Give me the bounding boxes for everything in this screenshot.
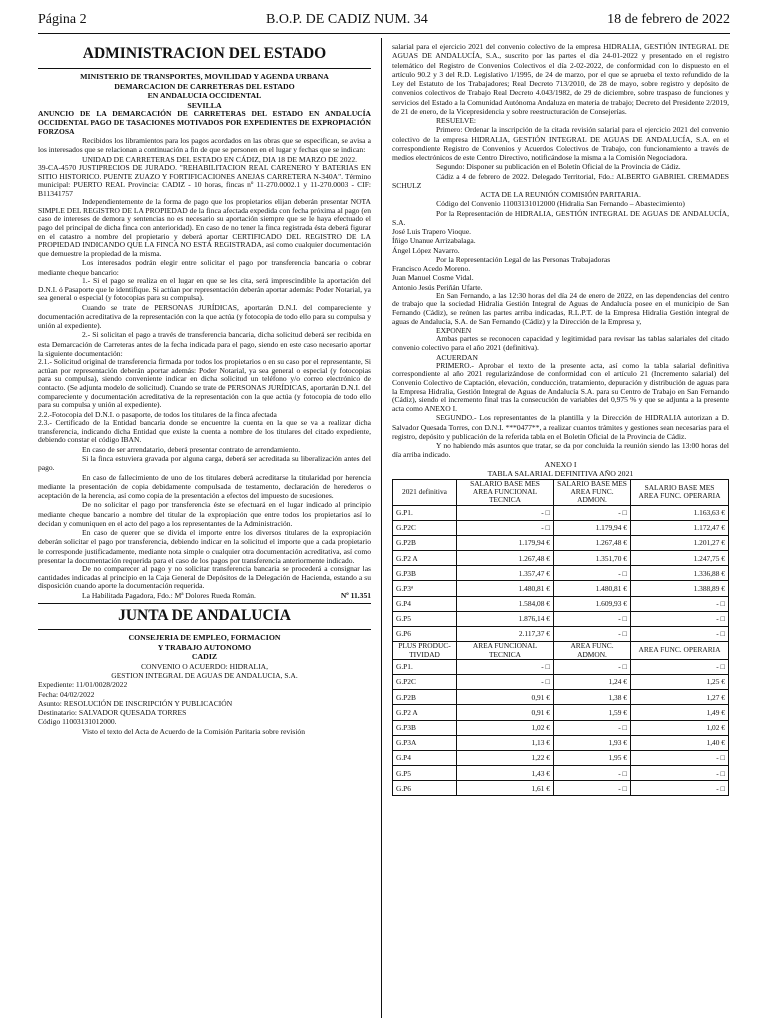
paragraph: Primero: Ordenar la inscripción de la citada revisión salarial para el ejercicio 2021 del convenio colectivo de la empresa HIDRALIA, GESTIÓN INTEGRAL DE AGUAS DE ANDALUCÍA, S.A. en el correspondiente Registro de Convenios y Acuerdos Colectivos de Trabajo, con funcionamiento a través de medios electrónicos de este Centro Directivo, notificándose la misma a la Comisión Negociadora. [392,125,729,162]
value-cell: 1,25 € [631,674,729,689]
name-line: Antonio Jesús Periñán Ufarte. [392,282,483,292]
value-cell: - □ [554,627,631,642]
ministry-line: SEVILLA [187,100,222,110]
value-cell: 1,40 € [631,735,729,750]
table-header-cell: SALARIO BASE MES AREA FUNC. ADMON. [554,479,631,505]
value-cell: 1,93 € [554,735,631,750]
name-line: Íñigo Unanue Arrizabalaga. [392,236,476,246]
left-column [38,40,371,736]
value-cell: - □ [457,674,554,689]
paragraph: Cádiz a 4 de febrero de 2022. Delegado Territorial, Fdo.: ALBERTO GABRIEL CREMADES SCHULZ [392,171,729,190]
value-cell: - □ [457,659,554,674]
paragraph: En caso de fallecimiento de uno de los titulares deberá acreditarse la titularidad por herencia mediante la presentación de copia debidamente compulsada de testamento, declaración de herederos o aceptación de la herencia, así como copia de la presentación a efectos del impuesto de sucesiones. [38,472,371,501]
group-cell: G.P2 A [393,551,457,566]
paragraph: En caso de ser arrendatario, deberá presentar contrato de arrendamiento. [82,444,301,454]
consejeria-line: CONSEJERIA DE EMPLEO, FORMACION [128,633,281,643]
value-cell: 1,22 € [457,750,554,765]
paragraph: 2.1.- Solicitud original de transferencia firmada por todos los propietarios o en su caso por el representante, Si actúan por representación deberán aportar además: Poder Notarial, ya sea general o especial (y fotocopias para su compulsa), siendo conveniente indicar en dicha solicitud un teléfono y/o correo electrónico de contacto. (Se adjunta modelo de solicitud). Cuando se trate de PERSONAS JURÍDICAS, aportarán D.N.I. del compareciente y documentación acreditativa de la representación con la que actúa (y fotocopia de todo ello para su compulsa y unión al expediente). [38,357,371,410]
table-row [393,659,729,674]
value-cell: - □ [554,781,631,796]
table-row [393,566,729,581]
table-row [393,596,729,611]
acuerdan-label: ACUERDAN [436,352,478,362]
section-rule [38,603,371,604]
table-row [393,720,729,735]
value-cell: - □ [457,520,554,535]
table-header-cell: SALARIO BASE MES AREA FUNCIONAL TECNICA [457,479,554,505]
destinatario: Destinatario: SALVADOR QUESADA TORRES [38,708,187,718]
table-row [393,674,729,689]
value-cell: - □ [631,750,729,765]
group-cell: G.P2 A [393,705,457,720]
paragraph: En San Fernando, a las 12:30 horas del día 24 de enero de 2022, en las dependencias del centro de trabajo que la sociedad Hidralia Gestión Integral de Aguas de Andalucía posee en el municipio de San Fernando (Cádiz), se reúnen las partes arriba indicadas, R.L.P.T. de la Empresa Hidralia Gestión integral de aguas de Andalucía, S.A. de San Fernando (Cádiz) y la Dirección de la Empresa y, [392,290,729,326]
signature-row [38,591,371,600]
section-title-junta: JUNTA DE ANDALUCIA [118,607,291,625]
group-cell: G.P3B [393,566,457,581]
anuncio-title: ANUNCIO DE LA DEMARCACIÓN DE CARRETERAS DEL ESTADO EN ANDALUCÍA OCCIDENTAL PAGO DE TASACIONES MOTIVADOS POR EXPEDIENTES DE EXPROPIACIÓN FORZOSA [38,109,371,136]
value-cell: 1.201,27 € [631,535,729,550]
codigo: Código 11003131012000. [38,717,117,727]
group-cell: G.P4 [393,750,457,765]
value-cell: 1.336,88 € [631,566,729,581]
group-cell: G.P3ª [393,581,457,596]
paragraph: Cuando se trate de PERSONAS JURÍDICAS, aportarán D.N.I. del compareciente y documentación acreditativa de la representación con la que actúa (y fotocopia de todo ello para su compulsa y unión al expediente). [38,302,371,331]
paragraph: UNIDAD DE CARRETERAS DEL ESTADO EN CÁDIZ, DIA 18 DE MARZO DE 2022. [82,154,357,164]
name-line: Francisco Acedo Moreno. [392,264,471,273]
convenio-line: GESTION INTEGRAL DE AGUAS DE ANDALUCIA, S.A. [111,671,298,681]
paragraph: PRIMERO.- Aprobar el texto de la presente acta, así como la tabla salarial definitiva correspondiente al año 2021 regularizándose de conformidad con el artículo 21 (Incremento salarial) del Convenio Colectivo de Captación, elevación, conducción, tratamiento, depuración y distribución de aguas para la Empresa Hidralia, Gestión Integral de Aguas de Andalucía S.A. para su Centro de Trabajo en San Fernando (Cádiz), siendo el incremento final tras la consecución de variables del 0,975 % y que se adjunta a la presente acta como ANEXO I. [392,360,729,413]
value-cell: 2.117,37 € [457,627,554,642]
column-divider [381,38,382,1018]
paragraph: Y no habiendo más asuntos que tratar, se da por concluida la reunión siendo las 13:00 horas del día arriba indicado. [392,441,729,460]
paragraph: 2.3.- Certificado de la Entidad bancaria donde se encuentre la cuenta en la que se va a realizar dicha transferencia, indicando dicha Entidad que existe la cuenta a nombre de los titulares del citado expediente, debiendo constar el código IBAN. [38,418,371,445]
value-cell: 1,02 € [457,720,554,735]
paragraph: De no comparecer al pago y no solicitar transferencia bancaria se procederá a consignar las cantidades indicadas al principio en la Caja General de Depósitos de la Delegación de Hacienda, estando a su disposición cuando aporte la documentación requerida. [38,564,371,591]
value-cell: 1.179,94 € [554,520,631,535]
paragraph: 2.2.-Fotocopia del D.N.I. o pasaporte, de todos los titulares de la finca afectada [38,409,277,419]
value-cell: 1.584,08 € [457,596,554,611]
table-row [393,520,729,535]
table-row [393,750,729,765]
table-row [393,690,729,705]
table-title: TABLA SALARIAL DEFINITIVA AÑO 2021 [487,468,634,478]
value-cell: - □ [554,505,631,520]
acta-code: Código del Convenio 11003131012000 (Hidralia San Fernando – Abastecimiento) [436,199,685,209]
value-cell: - □ [631,596,729,611]
paragraph: SEGUNDO.- Los representantes de la plantilla y la Dirección de HIDRALIA autorizan a D. Salvador Quesada Torres, con D.N.I. ***0477**, a realizar cuantos trámites y gestiones sean necesarias para el registro, depósito y publicación de la referida tabla en el Boletín Oficial de la Provincia de Cádiz. [392,413,729,441]
anexo-label: ANEXO I [544,459,577,469]
ministry-line: DEMARCACION DE CARRETERAS DEL ESTADO [114,81,295,91]
bulletin-name: B.O.P. DE CADIZ NUM. 34 [265,12,428,27]
group-cell: G.P5 [393,766,457,781]
name-line: Ángel López Navarro. [392,245,460,255]
value-cell: 1.609,93 € [554,596,631,611]
header-rule [38,33,730,34]
value-cell: 0,91 € [457,705,554,720]
group-cell: G.P2B [393,535,457,550]
paragraph: Independientemente de la forma de pago que los propietarios elijan deberán presentar NOTA SIMPLE DEL REGISTRO DE LA PROPIEDAD de la finca afectada expedida con fecha próxima al pago (en caso de intereses de demora y sentencias no es necesario su aportación siempre que se le haya efectuado el pago del principal de dicha finca con anterioridad). En caso de no tener la finca registrada ésta deberá figurar en el catastro a nombre del propietario y deberá aportar CERTIFICADO DEL REGISTRO DE LA PROPIEDAD INDICANDO QUE LA FINCA NO ESTÁ REGISTRADA, así como cualquier documentación que demuestre la propiedad de la misma. [38,197,371,258]
paragraph: De no solicitar el pago por transferencia éste se efectuará en el lugar indicado al principio mediante cheque bancario a nombre del titular de la expropiación que entre todos los propietarios así lo decidan y comuniquen en el acto del pago a los representantes de la Administración. [38,500,371,528]
value-cell: - □ [631,627,729,642]
section-rule [38,68,371,69]
paragraph: 39-CA-4570 JUSTIPRECIOS DE JURADO. "REHABILITACION REAL CARENERO Y BATERIAS EN SITIO HISTORICO. PUENTE ZUAZO Y FORTIFICACIONES ANEJAS CARRETERA N-340A". Término municipal: PUERTO REAL Provincia: CADIZ - 10 horas, fincas nº 11-270.0002.1 y 11-270.0003 - CIF: B11341757 [38,162,371,198]
table-row [393,705,729,720]
salary-table [392,479,729,797]
value-cell: 1.351,70 € [554,551,631,566]
expediente: Expediente: 11/01/0028/2022 [38,680,128,690]
value-cell: 1.247,75 € [631,551,729,566]
acta-title: ACTA DE LA REUNIÓN COMISIÓN PARITARIA. [480,190,641,199]
ministry-line: EN ANDALUCIA OCCIDENTAL [147,91,262,101]
table-row [393,627,729,642]
table-row [393,766,729,781]
convenio-line: CONVENIO O ACUERDO: HIDRALIA, [140,661,269,671]
paragraph: Los interesados podrán elegir entre solicitar el pago por transferencia bancaria o cobrar mediante cheque bancario: [38,258,371,277]
group-cell: G.P5 [393,611,457,626]
ministry-line: MINISTERIO DE TRANSPORTES, MOVILIDAD Y AGENDA URBANA [80,72,329,81]
value-cell: - □ [631,611,729,626]
section-rule [38,629,371,630]
table-header-cell: PLUS PRODUC-TIVIDAD [393,642,457,660]
table-row [393,781,729,796]
table-row [393,735,729,750]
group-cell: G.P1. [393,505,457,520]
value-cell: 1,24 € [554,674,631,689]
section-title-administracion: ADMINISTRACION DEL ESTADO [82,45,327,62]
paragraph: Recibidos los libramientos para los pagos acordados en las obras que se especifican, se avisa a los interesados que se relacionan a continuación a fin de que se personen en el lugar y fechas que se indican: [38,136,371,155]
table-header-row [393,479,729,505]
value-cell: - □ [554,611,631,626]
ministry-header [38,72,371,110]
group-cell: G.P6 [393,627,457,642]
value-cell: 1.179,94 € [457,535,554,550]
name-line: Juan Manuel Cosme Vidal. [392,273,474,283]
value-cell: - □ [554,766,631,781]
resuelve-label: RESUELVE: [436,116,476,125]
table-row [393,551,729,566]
table-header-cell: AREA FUNC. ADMON. [554,642,631,660]
table-row [393,505,729,520]
name-line: José Luis Trapero Vioque. [392,227,472,236]
table-row [393,611,729,626]
value-cell: - □ [631,766,729,781]
table-header-cell: AREA FUNC. OPERARIA [631,642,729,660]
right-column [392,42,729,796]
value-cell: 1,49 € [631,705,729,720]
fecha: Fecha: 04/02/2022 [38,689,95,699]
paragraph: Ambas partes se reconocen capacidad y legitimidad para revisar las tablas salariales del citado convenio colectivo para el año 2021 (definitiva). [392,334,729,352]
paragraph: Visto el texto del Acta de Acuerdo de la Comisión Paritaria sobre revisión [82,726,305,736]
anexo-heading [392,460,729,478]
group-cell: G.P2B [393,690,457,705]
paragraph: Si la finca estuviera gravada por alguna carga, deberá ser acreditada su liberalización antes del pago. [38,454,371,473]
group-cell: G.P1. [393,659,457,674]
paragraph: Por la Representación Legal de las Personas Trabajadoras [436,254,611,264]
value-cell: - □ [631,781,729,796]
page-header [38,12,730,34]
value-cell: 1,27 € [631,690,729,705]
value-cell: 1.480,81 € [457,581,554,596]
table-header-cell: 2021 definitiva [393,479,457,505]
paragraph: 1.- Si el pago se realiza en el lugar en que se les cita, será imprescindible la aportación del D.N.I. ó Pasaporte que le identifique. Si actúan por representación deberán aportar además: Poder Notarial, ya sea general o especial (y fotocopias para su compulsa). [38,275,371,303]
consejeria-line: CADIZ [191,652,218,662]
consejeria-header [38,633,371,662]
value-cell: 1,43 € [457,766,554,781]
paragraph: Por la Representación de HIDRALIA, GESTIÓN INTEGRAL DE AGUAS DE ANDALUCÍA, S.A. [392,208,729,227]
value-cell: 1.172,47 € [631,520,729,535]
table-row [393,535,729,550]
value-cell: 1.357,47 € [457,566,554,581]
paragraph: salarial para el ejercicio 2021 del convenio colectivo de la empresa HIDRALIA, GESTIÓN INTEGRAL DE AGUAS DE ANDALUCÍA, S.A., suscrito por las partes el día 24-01-2022 y presentado en el registro telemático del Registro de Convenios Colectivos el día 2-02-2022, de conformidad con lo dispuesto en el artículo 90.2 y 3 del R.D. Legislativo 1/1995, de 24 de marzo, por el que se aprueba el texto refundido de la Ley del Estatuto de los Trabajadores; Real Decreto 713/2010, de 28 de mayo, sobre registro y depósito de convenios colectivos de Trabajo Real Decreto 4.043/1982, de 29 de diciembre, sobre traspaso de funciones y servicios del Estado a la Comunidad Autónoma Andaluza en materia de trabajo; Decreto del Presidente 2/2019, de 21 de enero, de la Vicepresidencia y sobre reestructuración de Consejerías. [392,42,729,116]
value-cell: 1.388,89 € [631,581,729,596]
value-cell: - □ [554,720,631,735]
value-cell: 1,59 € [554,705,631,720]
convenio-title [38,662,371,681]
value-cell: - □ [457,505,554,520]
value-cell: 1,38 € [554,690,631,705]
value-cell: 1.163,63 € [631,505,729,520]
table-header-row [393,642,729,660]
value-cell: 0,91 € [457,690,554,705]
value-cell: - □ [554,659,631,674]
signature: La Habilitada Pagadora, Fdo.: Mª Dolores Rueda Román. [82,590,256,600]
value-cell: 1,61 € [457,781,554,796]
value-cell: 1.267,48 € [554,535,631,550]
page-number: Página 2 [38,12,87,27]
group-cell: G.P2C [393,520,457,535]
table-header-cell: SALARIO BASE MES AREA FUNC. OPERARIA [631,479,729,505]
consejeria-line: Y TRABAJO AUTONOMO [157,642,252,652]
value-cell: 1.267,48 € [457,551,554,566]
paragraph: En caso de querer que se divida el importe entre los diversos titulares de la expropiación deberán solicitar el pago por transferencia, debiendo indicar en la solicitud el importe que a cada propietario le corresponde justificadamente, mediante nota simple o cualquier otra documentación acreditativa, así como presentar la documentación requerida para el caso de los pagos por transferencia anteriormente indicado. [38,528,371,565]
value-cell: 1.876,14 € [457,611,554,626]
paragraph: Segundo: Disponer su publicación en el Boletín Oficial de la Provincia de Cádiz. [436,162,681,172]
group-cell: G.P4 [393,596,457,611]
value-cell: 1,02 € [631,720,729,735]
group-cell: G.P6 [393,781,457,796]
value-cell: 1,95 € [554,750,631,765]
value-cell: 1,13 € [457,735,554,750]
value-cell: - □ [554,566,631,581]
paragraph: 2.- Si solicitan el pago a través de transferencia bancaria, dicha solicitud deberá ser recibida en esta Demarcación de Carreteras antes de la fecha indicada para el pago, siendo en este caso necesario aportar la siguiente documentación: [38,330,371,358]
exponen-label: EXPONEN [436,326,472,336]
group-cell: G.P3B [393,720,457,735]
group-cell: G.P3A [393,735,457,750]
table-row [393,581,729,596]
issue-date: 18 de febrero de 2022 [607,12,730,27]
salary-table-body [393,479,729,796]
table-header-cell: AREA FUNCIONAL TECNICA [457,642,554,660]
announcement-number: Nº 11.351 [340,590,371,600]
value-cell: - □ [631,659,729,674]
group-cell: G.P2C [393,674,457,689]
value-cell: 1.480,81 € [554,581,631,596]
asunto: Asunto: RESOLUCIÓN DE INSCRIPCIÓN Y PUBLICACIÓN [38,698,233,708]
